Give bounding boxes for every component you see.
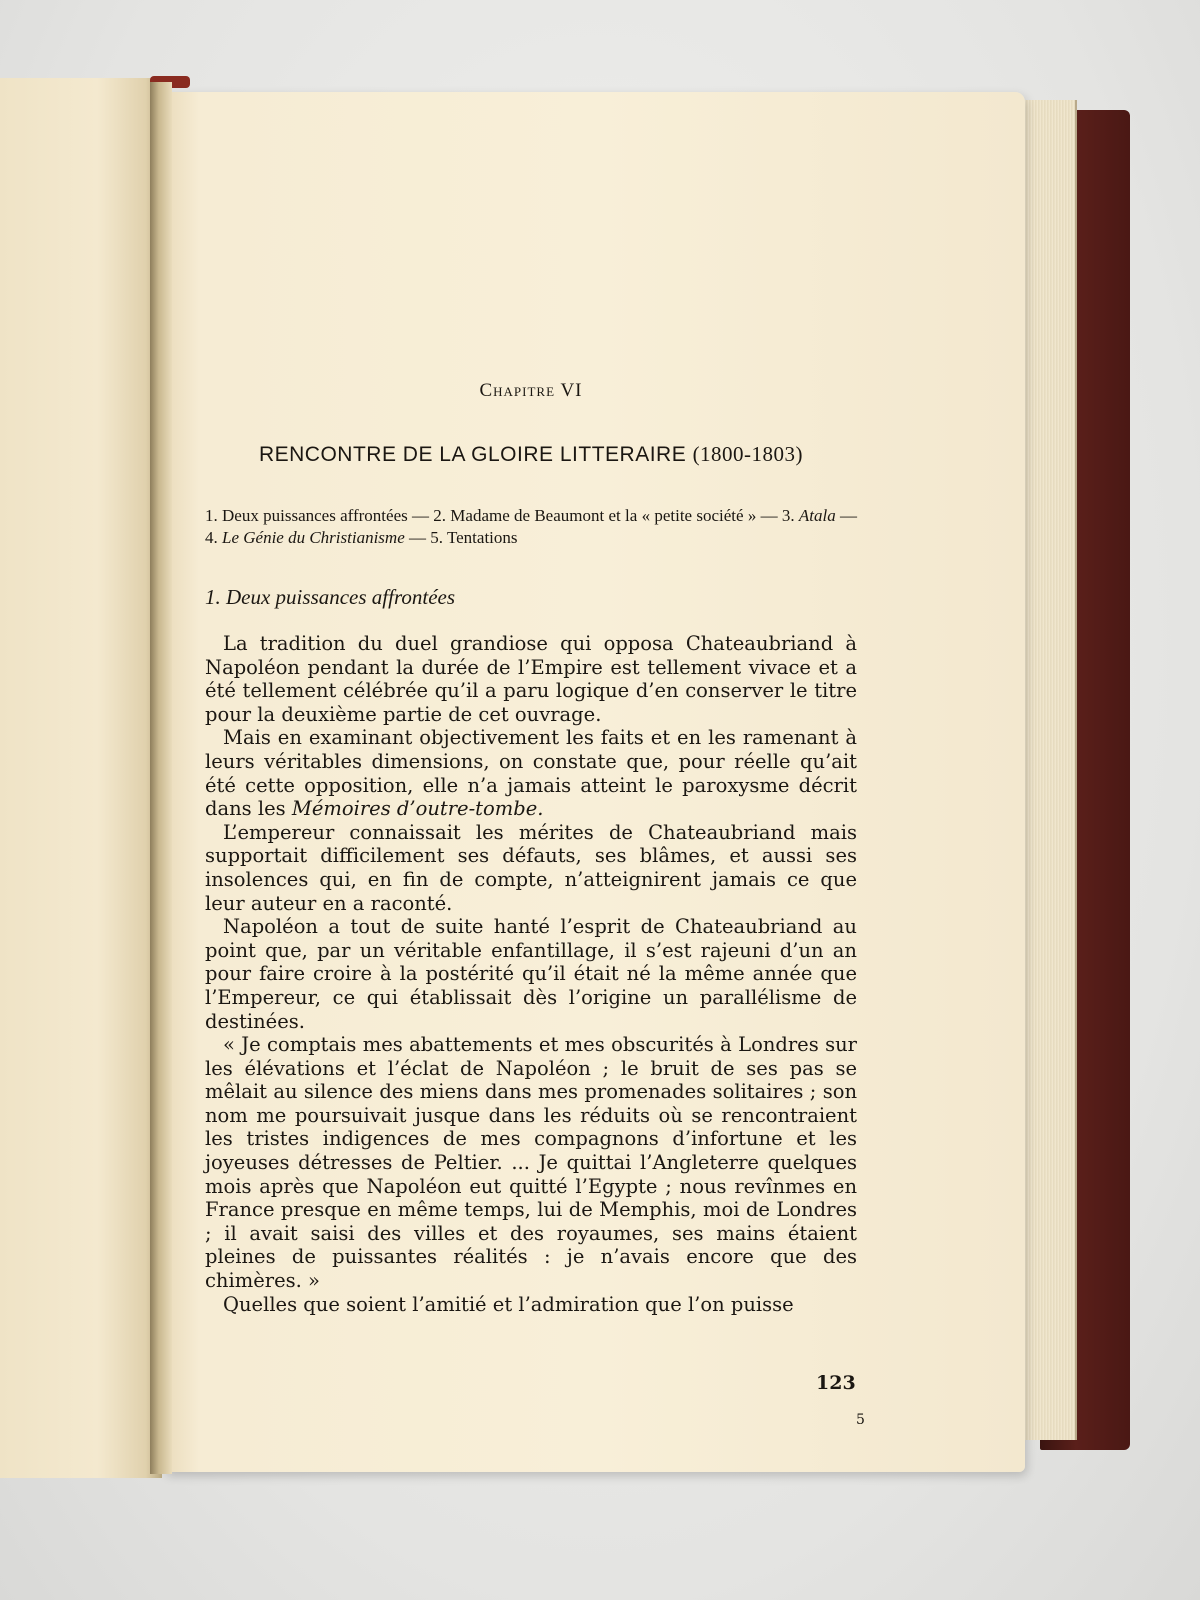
paragraph-2 — [205, 726, 857, 820]
chapter-title-text: RENCONTRE DE LA GLOIRE LITTERAIRE — [258, 443, 687, 466]
left-page — [0, 78, 162, 1478]
chapter-years: (1800-1803) — [692, 442, 804, 466]
chapter-number: Chapitre VI — [479, 380, 583, 401]
summary-part-2: — 4. — [205, 506, 858, 547]
paragraph-5-quote: « Je comptais mes abattements et mes obscurités à Londres sur les élévations et l’éclat de Napoléon ; le bruit de ses pas se mêlait au silence des miens dans mes promenades solitaires ; son nom me poursuivait jusque dans les réduits où se rencontraient les tristes indigences de mes compagnons d’infortune et les joyeuses détresses de Peltier. ... Je quittai l’Angleterre quelques mois après que Napoléon eut quitté l’Egypte ; nous revînmes en France presque en même temps, lui de Memphis, moi de Londres ; il avait saisi des villes et des royaumes, ses mains étaient pleines de puissantes réalités : je n’avais encore que des chimères. » — [205, 1033, 857, 1293]
summary-part-1: 1. Deux puissances affrontées — 2. Madame de Beaumont et la « petite société » — 3. — [205, 506, 799, 525]
chapter-summary — [205, 505, 857, 549]
paragraph-2-italic: Mémoires d’outre-tombe. — [291, 797, 544, 821]
paragraph-4: Napoléon a tout de suite hanté l’esprit de Chateaubriand au point que, par un véritable enfantillage, il s’est rajeuni d’un an pour faire croire à la postérité qu’il était né la même année que l’Empereur, ce qui établissait dès l’origine un parallélisme de destinées. — [205, 915, 857, 1033]
page-number: 123 — [816, 1372, 856, 1394]
paragraph-2-text: Mais en examinant objectivement les faits et en les ramenant à leurs véritables dimensions, on constate que, pour réelle qu’ait été cette opposition, elle n’a jamais atteint le paroxysme décrit dans les — [205, 726, 857, 821]
paragraph-3: L’empereur connaissait les mérites de Chateaubriand mais supportait difficilement ses défauts, ses blâmes, et aussi ses insolences qui, en fin de compte, n’atteignirent jamais ce que leur auteur en a raconté. — [205, 820, 857, 915]
summary-part-3: — 5. Tentations — [404, 528, 518, 547]
summary-atala: Atala — [798, 506, 836, 525]
chapter-title — [205, 442, 857, 467]
summary-genie: Le Génie du Christianisme — [222, 528, 405, 547]
book-gutter — [150, 82, 172, 1474]
signature-mark: 5 — [856, 1412, 865, 1428]
section-title: 1. Deux puissances affrontées — [205, 585, 456, 609]
page-content — [205, 380, 857, 1316]
paragraph-1: La tradition du duel grandiose qui opposa Chateaubriand à Napoléon pendant la durée de l’Empire est tellement vivace et a été tellement célébrée qu’il a paru logique d’en conserver le titre pour la deuxième partie de cet ouvrage. — [205, 632, 857, 726]
paragraph-6: Quelles que soient l’amitié et l’admiration que l’on puisse — [223, 1292, 794, 1316]
